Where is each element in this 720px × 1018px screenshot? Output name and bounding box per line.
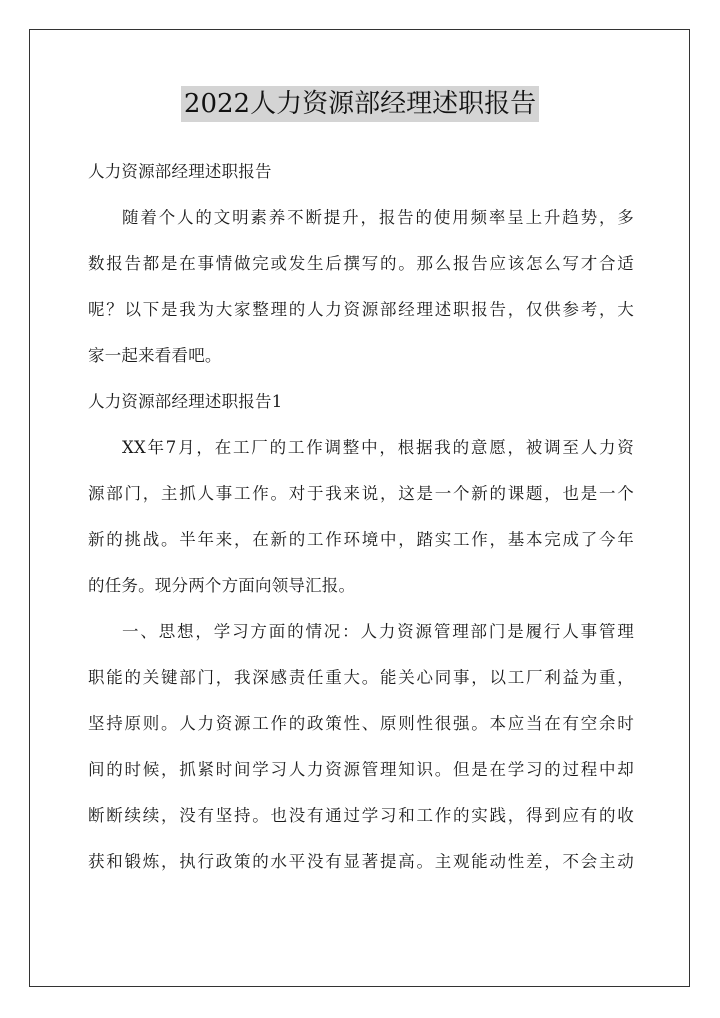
para1-line: XX年7月，在工厂的工作调整中，根据我的意愿，被调至人力资	[122, 438, 634, 457]
para1-line: 新的挑战。半年来，在新的工作环境中，踏实工作，基本完成了今年	[88, 530, 634, 549]
para2-line: 坚持原则。人力资源工作的政策性、原则性很强。本应当在有空余时	[88, 714, 634, 733]
para1-line: 的任务。现分两个方面向领导汇报。	[88, 576, 356, 595]
para2-line: 间的时候，抓紧时间学习人力资源管理知识。但是在学习的过程中却	[88, 760, 634, 779]
para2-line: 职能的关键部门，我深感责任重大。能关心同事，以工厂利益为重，	[88, 668, 634, 687]
document-title: 2022人力资源部经理述职报告	[181, 86, 539, 122]
title-block	[0, 86, 720, 122]
intro-line: 数报告都是在事情做完或发生后撰写的。那么报告应该怎么写才合适	[88, 254, 634, 273]
document-body	[88, 149, 634, 885]
section-heading: 人力资源部经理述职报告1	[88, 392, 283, 411]
para2-line: 一、思想，学习方面的情况：人力资源管理部门是履行人事管理	[122, 622, 634, 641]
document-subtitle: 人力资源部经理述职报告	[88, 162, 272, 181]
intro-line: 随着个人的文明素养不断提升，报告的使用频率呈上升趋势，多	[122, 208, 634, 227]
intro-line: 家一起来看看吧。	[88, 346, 222, 365]
para2-line: 断断续续，没有坚持。也没有通过学习和工作的实践，得到应有的收	[88, 806, 634, 825]
para1-line: 源部门，主抓人事工作。对于我来说，这是一个新的课题，也是一个	[88, 484, 634, 503]
intro-line: 呢？以下是我为大家整理的人力资源部经理述职报告，仅供参考，大	[88, 300, 634, 319]
para2-line: 获和锻炼，执行政策的水平没有显著提高。主观能动性差，不会主动	[88, 852, 634, 871]
